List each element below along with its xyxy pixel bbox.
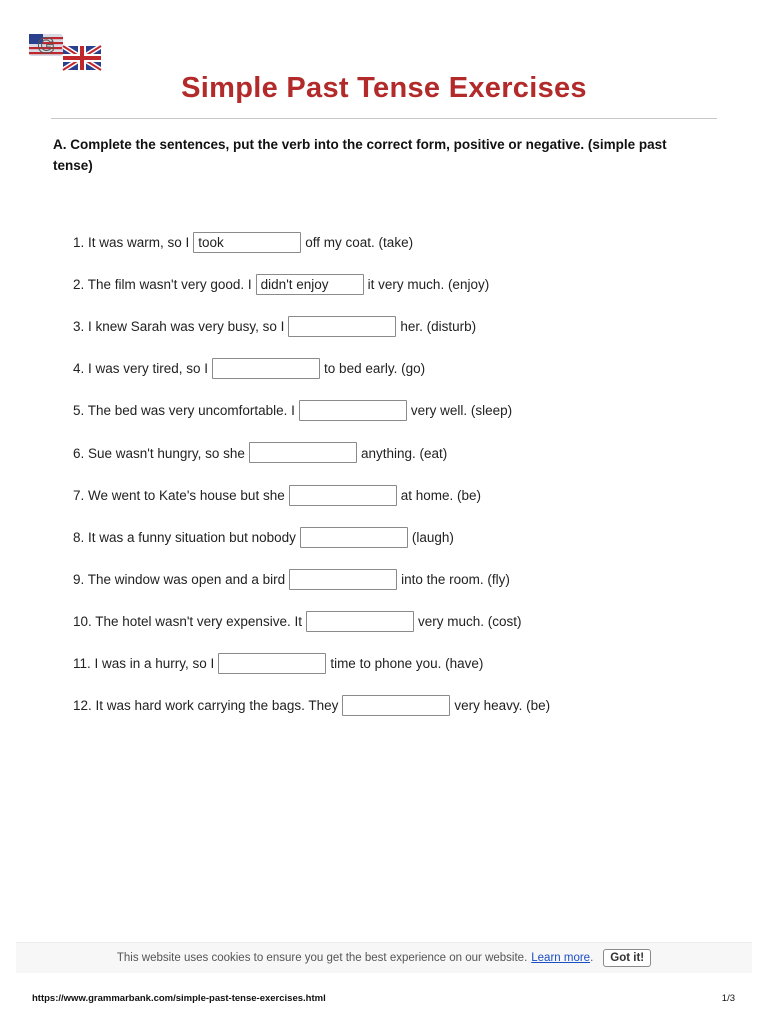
exercise-prompt: 7. We went to Kate's house but she [73, 487, 285, 503]
footer-page-number: 1/3 [721, 993, 735, 1004]
exercise-prompt: 5. The bed was very uncomfortable. I [73, 403, 295, 419]
answer-input[interactable] [306, 611, 414, 632]
exercise-item [73, 232, 413, 254]
exercise-prompt: 9. The window was open and a bird [73, 571, 286, 587]
exercise-prompt: 6. Sue wasn't hungry, so she [73, 445, 245, 461]
answer-input[interactable] [342, 695, 450, 716]
exercise-suffix: it very much. (enjoy) [367, 277, 490, 293]
page-title: Simple Past Tense Exercises [181, 72, 587, 104]
grammarbank-flags-logo-icon [27, 32, 103, 72]
title-divider [51, 118, 717, 119]
got-it-button[interactable]: Got it! [603, 949, 651, 967]
answer-input[interactable] [288, 316, 396, 337]
answer-input[interactable] [218, 653, 326, 674]
exercise-prompt: 11. I was in a hurry, so I [73, 656, 215, 671]
answer-input[interactable] [289, 569, 397, 590]
exercise-item [73, 316, 476, 338]
footer-url: https://www.grammarbank.com/simple-past-tense-exercises.html [32, 993, 326, 1004]
cookie-period: . [590, 952, 594, 964]
answer-input[interactable] [300, 527, 408, 548]
cookie-consent-bar [16, 942, 752, 973]
exercise-suffix: off my coat. (take) [305, 235, 414, 250]
exercise-item [73, 400, 512, 422]
cookie-text: This website uses cookies to ensure you get the best experience on our website. [116, 952, 528, 964]
exercise-prompt: 4. I was very tired, so I [73, 361, 209, 377]
answer-input[interactable] [289, 485, 397, 506]
answer-input[interactable] [299, 400, 407, 421]
exercise-suffix: very well. (sleep) [410, 403, 513, 419]
answer-input[interactable]: took [193, 232, 301, 253]
answer-input[interactable]: didn't enjoy [256, 274, 364, 295]
exercise-prompt: 3. I knew Sarah was very busy, so I [73, 319, 285, 335]
section-instruction: A. Complete the sentences, put the verb into the correct form, positive or negative. (simple past tense) [53, 137, 667, 173]
learn-more-link[interactable]: Learn more [531, 952, 591, 964]
exercise-prompt: 10. The hotel wasn't very expensive. It [73, 613, 302, 629]
exercise-suffix: anything. (eat) [360, 445, 448, 461]
exercise-item [73, 611, 521, 633]
exercise-item [73, 569, 510, 591]
exercise-item [73, 485, 481, 507]
exercise-suffix: time to phone you. (have) [330, 656, 484, 671]
exercise-suffix: to bed early. (go) [324, 361, 426, 377]
exercise-prompt: 12. It was hard work carrying the bags. They [73, 698, 339, 714]
exercise-suffix: very much. (cost) [417, 613, 522, 629]
exercise-suffix: into the room. (fly) [401, 571, 510, 587]
exercise-item [73, 527, 454, 549]
exercise-suffix: her. (disturb) [400, 319, 477, 335]
exercise-item [73, 653, 483, 675]
exercise-suffix: very heavy. (be) [454, 698, 551, 714]
answer-input[interactable] [212, 358, 320, 379]
exercise-suffix: (laugh) [411, 529, 454, 545]
exercise-prompt: 1. It was warm, so I [73, 235, 190, 250]
exercise-item [73, 358, 425, 380]
answer-input[interactable] [249, 442, 357, 463]
exercise-item [73, 695, 550, 717]
svg-text:G: G [37, 33, 55, 58]
exercise-suffix: at home. (be) [400, 487, 482, 503]
exercise-prompt: 2. The film wasn't very good. I [73, 277, 252, 293]
exercise-prompt: 8. It was a funny situation but nobody [73, 529, 296, 545]
exercise-item [73, 274, 489, 296]
exercise-item [73, 443, 447, 465]
